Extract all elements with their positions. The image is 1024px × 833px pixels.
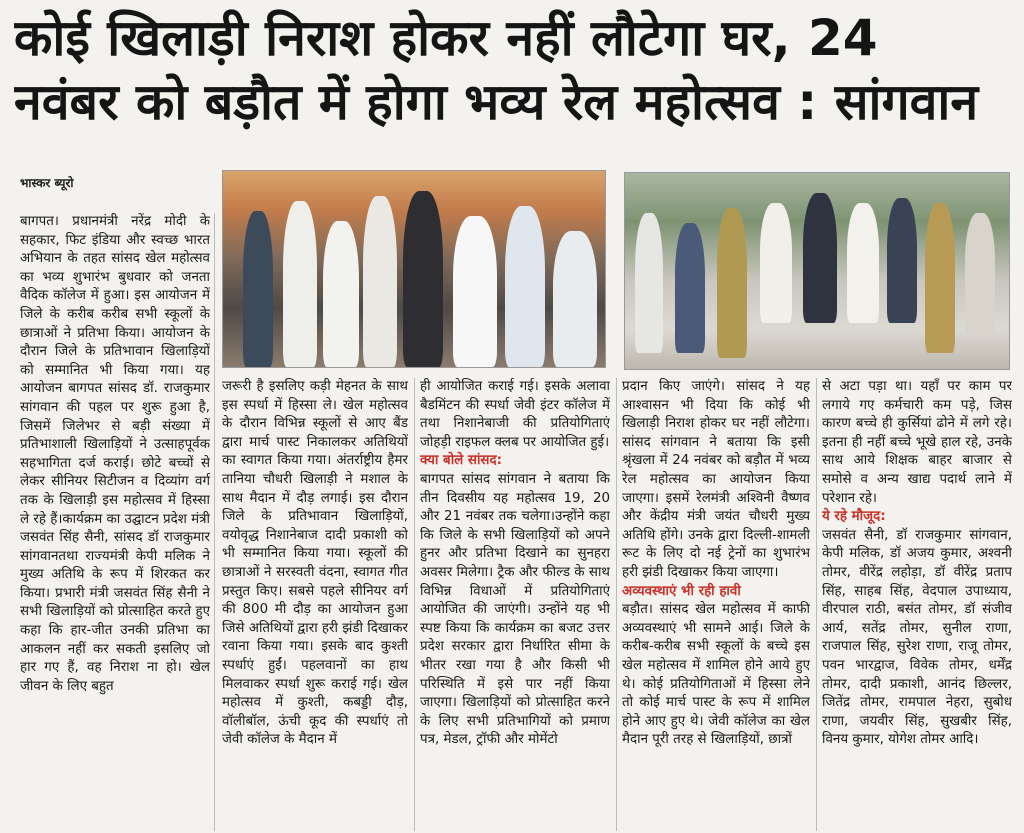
article-text: जसवंत सैनी, डॉ राजकुमार सांगवान, केपी मलिक, डॉ अजय कुमार, अश्वनी तोमर, वीरेंद्र लहोड़ा, डॉ वीरेंद्र प्रताप सिंह, साहब सिंह, वेदपाल उपाध्याय, वीरपाल राठी, बसंत तोमर, डॉ संजीव आर्य, सतेंद्र तोमर, सुनील राणा, राजपाल सिंह, सुरेश राणा, राजू तोमर, पवन भारद्वाज, विवेक तोमर, धर्मेंद्र तोमर, दादी प्रकाशी, आनंद छिल्लर, जितेंद्र तोमर, रामपाल नेहरा, सुबोध राणा, जयवीर सिंह, सुखबीर सिंह, विनय कुमार, योगेश तोमर आदि। (822, 527, 1012, 748)
headline-line-1: कोई खिलाड़ी निराश होकर नहीं लौटेगा घर, 24 (14, 9, 878, 67)
article-column-5 (822, 378, 1012, 831)
subheading-mismanagement: अव्यवस्थाएं भी रही हावी (622, 583, 741, 599)
article-column-3 (420, 378, 610, 831)
article-text: प्रदान किए जाएंगे। सांसद ने यह आश्वासन भी दिया कि कोई भी खिलाड़ी निराश होकर घर नहीं लौटेगा। सांसद सांगवान ने बताया कि इसी श्रृंखला में 24 नवंबर को बड़ौत में भव्य रेल महोत्सव का आयोजन किया जाएगा। इसमें रेलमंत्री अश्विनी वैष्णव और केंद्रीय मंत्री जयंत चौधरी मुख्य अतिथि होंगे। उनके द्वारा दिल्ली-शामली रूट के लिए दो नई ट्रेनों का शुभारंभ हरी झंडी दिखाकर किया जाएगा। (622, 379, 810, 580)
article-column-1 (20, 213, 210, 831)
article-column-4 (622, 378, 810, 831)
column-divider (616, 378, 617, 831)
article-text: बड़ौत। सांसद खेल महोत्सव में काफी अव्यवस्थाएं भी सामने आई। जिले के करीब-करीब सभी स्कूलों के बच्चे इस खेल महोत्सव में शामिल होने आये हुए थे। कोई प्रतियोगिताओं में हिस्सा लेने तो कोई मार्च पास्ट के रूप में शामिल होने आए हुए थे। जेवी कॉलेज का खेल मैदान पूरी तरह से खिलाड़ियों, छात्रों (622, 602, 810, 748)
column-divider (214, 213, 215, 831)
article-text: बागपत सांसद सांगवान ने बताया कि तीन दिवसीय यह महोत्सव 19, 20 और 21 नवंबर तक चलेगा।उन्होंने कहा कि जिले के सभी खिलाड़ियों को अपने हुनर और प्रतिभा दिखाने का सुनहरा अवसर मिलेगा। ट्रैक और फील्ड के साथ विभिन्न विधाओं में प्रतियोगिताएं आयोजित की जाएंगी। उन्होंने यह भी स्पष्ट किया कि कार्यक्रम का बजट उत्तर प्रदेश सरकार द्वारा निर्धारित सीमा के भीतर रखा गया है और किसी भी परिस्थिति में इसे पार नहीं किया जाएगा। खिलाड़ियों को प्रोत्साहित करने के लिए सभी प्रतिभागियों को प्रमाण पत्र, मेडल, ट्रॉफी और मोमेंटो (420, 471, 610, 748)
photo-march-past (624, 172, 1010, 370)
article-text: बागपत। प्रधानमंत्री नरेंद्र मोदी के सहकार, फिट इंडिया और स्वच्छ भारत अभियान के तहत सांसद खेल महोत्सव का भव्य शुभारंभ बुधवार को जनता वैदिक कॉलेज में हुआ। इस आयोजन में जिले के करीब करीब सभी स्कूलों के छात्राओं ने प्रतिभा किया। आयोजन के दौरान जिले के प्रतिभावान खिलाड़ियों को सम्मानित भी किया गया। यह आयोजन बागपत सांसद डॉ. राजकुमार सांगवान की पहल पर शुरू हुआ है, जिसमें जिलेभर से बड़ी संख्या में प्रतिभाशाली खिलाड़ियों ने उत्साहपूर्वक सहभागिता दर्ज कराई। छोटे बच्चों से लेकर सीनियर सिटीजन व दिव्यांग वर्ग तक के खिलाड़ी इस महोत्सव में हिस्सा ले रहे हैं।कार्यक्रम का उद्घाटन प्रदेश मंत्री जसवंत सिंह सैनी, सांसद डॉ राजकुमार सांगवानतथा राज्यमंत्री केपी मलिक ने मुख्य अतिथि के रूप में शिरकत कर किया। प्रभारी मंत्री जसवंत सिंह सैनी ने सभी खिलाड़ियों को प्रोत्साहित करते हुए कहा कि हार-जीत उनकी प्रतिभा का आकलन नहीं कर सकती इसलिए जो हार गए हैं, वह निराश ना हो। खेल जीवन के लिए बहुत (20, 214, 210, 694)
column-divider (816, 378, 817, 831)
headline (14, 6, 1014, 134)
column-divider (414, 378, 415, 831)
article-text: से अटा पड़ा था। यहाँ पर काम पर लगाये गए कर्मचारी कम पड़े, जिस कारण बच्चे ही कुर्सियां ढोने में लगे रहे। इतना ही नहीं बच्चे भूखे हाल रहे, उनके साथ आये शिक्षक बाहर बाजार से समोसे व अन्य खाद्य पदार्थ लाने में परेशान रहे। (822, 379, 1012, 506)
article-text: जरूरी है इसलिए कड़ी मेहनत के साथ इस स्पर्धा में हिस्सा ले। खेल महोत्सव के दौरान विभिन्न स्कूलों से आए बैंड द्वारा मार्च पास्ट निकालकर अतिथियों का स्वागत किया गया। अंतर्राष्ट्रीय हैमर तानिया चौधरी खिलाड़ी ने मशाल के साथ मैदान में दौड़ लगाई। इस दौरान जिले के प्रतिभावान खिलाड़ियों, वयोवृद्ध निशानेबाज दादी प्रकाशी को भी सम्मानित किया गया। स्कूलों की छात्राओं ने सरस्वती वंदना, स्वागत गीत प्रस्तुत किए। सबसे पहले सीनियर वर्ग की 800 मी दौड़ का आयोजन हुआ जिसे अतिथियों द्वारा हरी झंडी दिखाकर रवाना किया गया। इसके बाद कुश्ती स्पर्धाएं हुईं। पहलवानों का हाथ मिलवाकर स्पर्धा शुरू कराई गई। खेल महोत्सव में कुश्ती, कबड्डी दौड़, वॉलीबॉल, ऊंची कूद की स्पर्धाएं तो जेवी कॉलेज के मैदान में (222, 379, 408, 748)
article-column-2 (222, 378, 408, 831)
photo-inauguration (222, 170, 606, 368)
article-text: ही आयोजित कराई गई। इसके अलावा बैडमिंटन की स्पर्धा जेवी इंटर कॉलेज में तथा निशानेबाजी की प्रतियोगिताएं जोहड़ी राइफल क्लब पर आयोजित हुई। (420, 379, 610, 450)
subheading-attendees: ये रहे मौजूद: (822, 509, 886, 525)
subheading-mp-statement: क्या बोले सांसद: (420, 453, 502, 469)
byline: भास्कर ब्यूरो (20, 176, 74, 190)
headline-line-2: नवंबर को बड़ौत में होगा भव्य रेल महोत्सव : सांगवान (14, 73, 979, 131)
